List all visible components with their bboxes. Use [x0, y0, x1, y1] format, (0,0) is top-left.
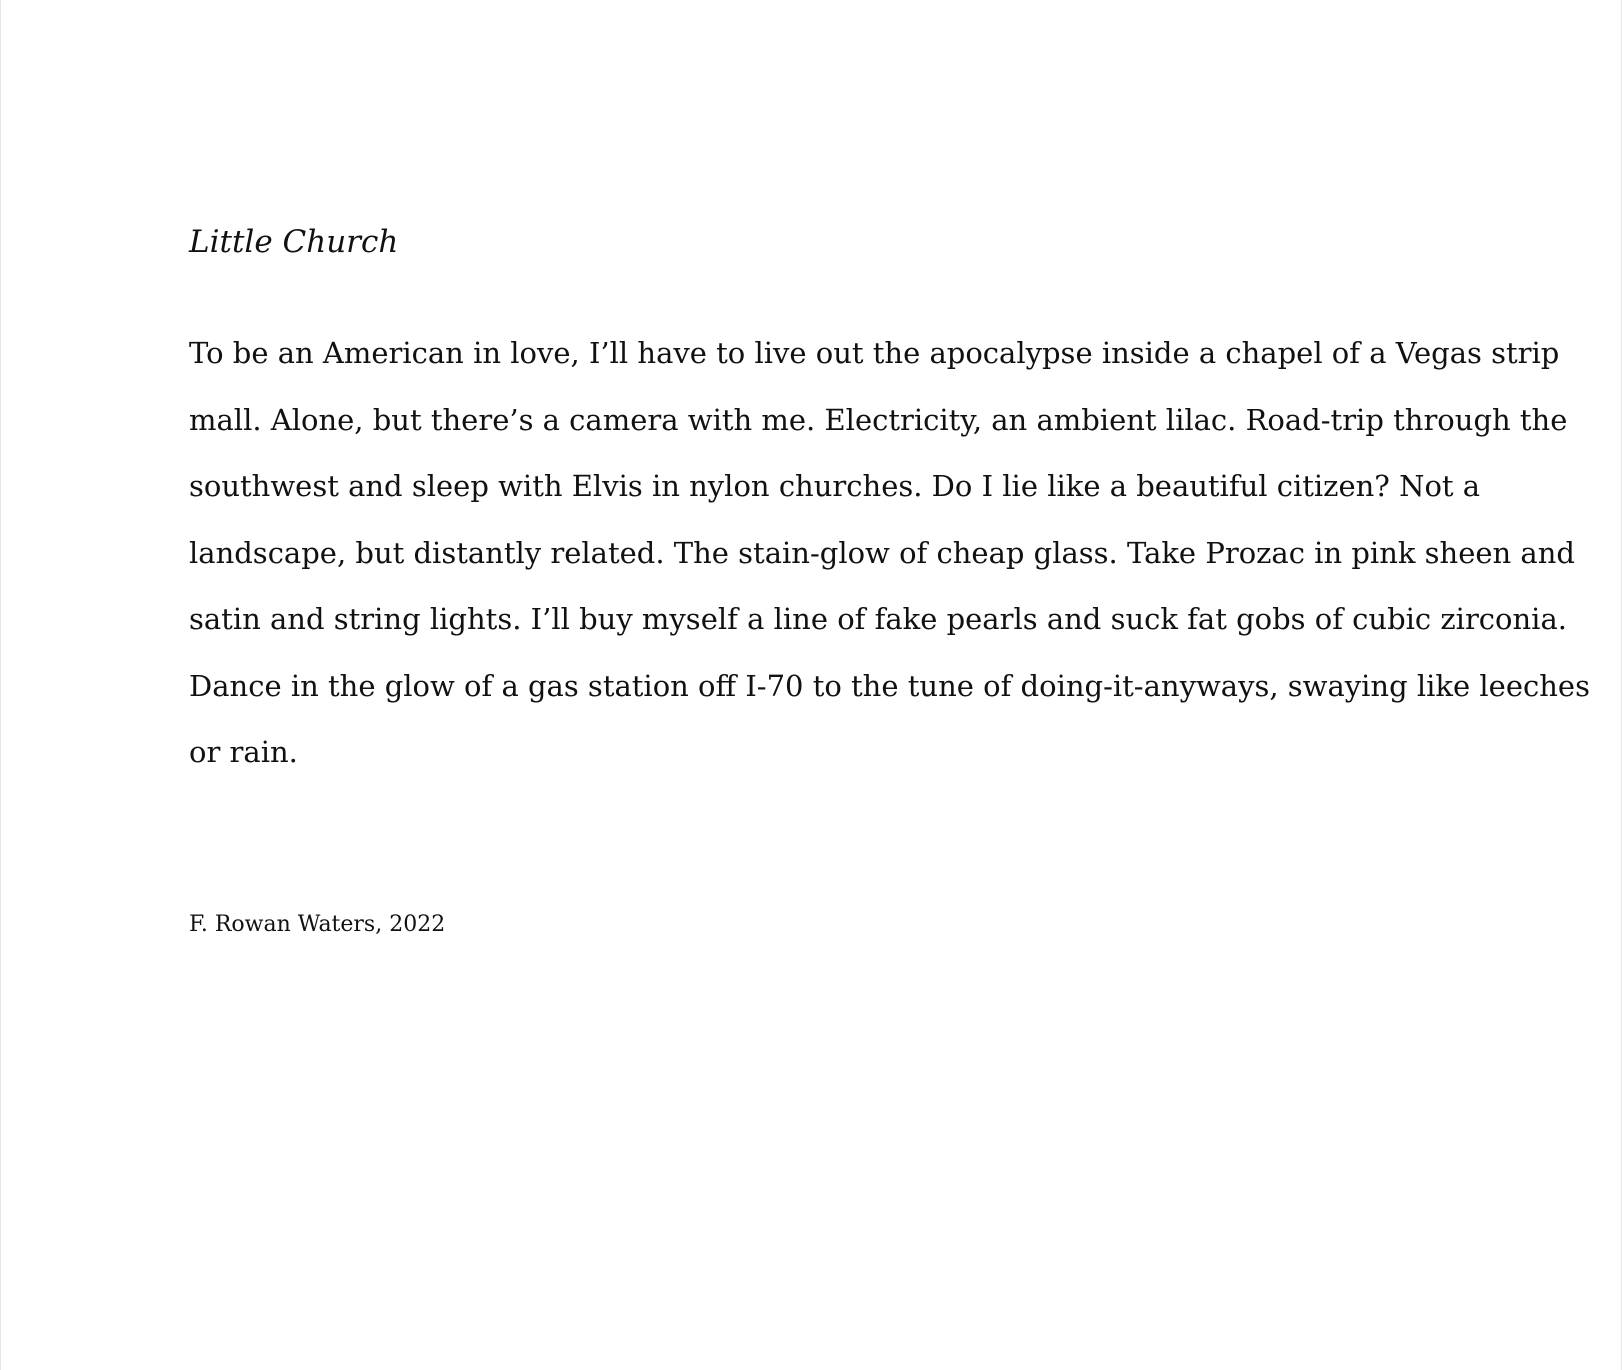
poem-line: landscape, but distantly related. The stain-glow of cheap glass. Take Prozac in pink sheen and	[189, 535, 1575, 570]
poem-line: or rain.	[189, 735, 298, 769]
poem-line: Dance in the glow of a gas station off I-70 to the tune of doing-it-anyways, swaying like leeches	[189, 668, 1590, 703]
poem-title: Little Church	[189, 224, 399, 260]
poem-line: mall. Alone, but there’s a camera with me. Electricity, an ambient lilac. Road-trip through the	[189, 402, 1568, 437]
poem-line: To be an American in love, I’ll have to live out the apocalypse inside a chapel of a Vegas strip	[189, 336, 1560, 370]
author-byline: F. Rowan Waters, 2022	[189, 912, 446, 937]
poem-body	[189, 320, 1590, 786]
poem-line: southwest and sleep with Elvis in nylon churches. Do I lie like a beautiful citizen? Not a	[189, 469, 1481, 503]
poem-line: satin and string lights. I’ll buy myself a line of fake pearls and suck fat gobs of cubic zirconia.	[189, 602, 1567, 636]
